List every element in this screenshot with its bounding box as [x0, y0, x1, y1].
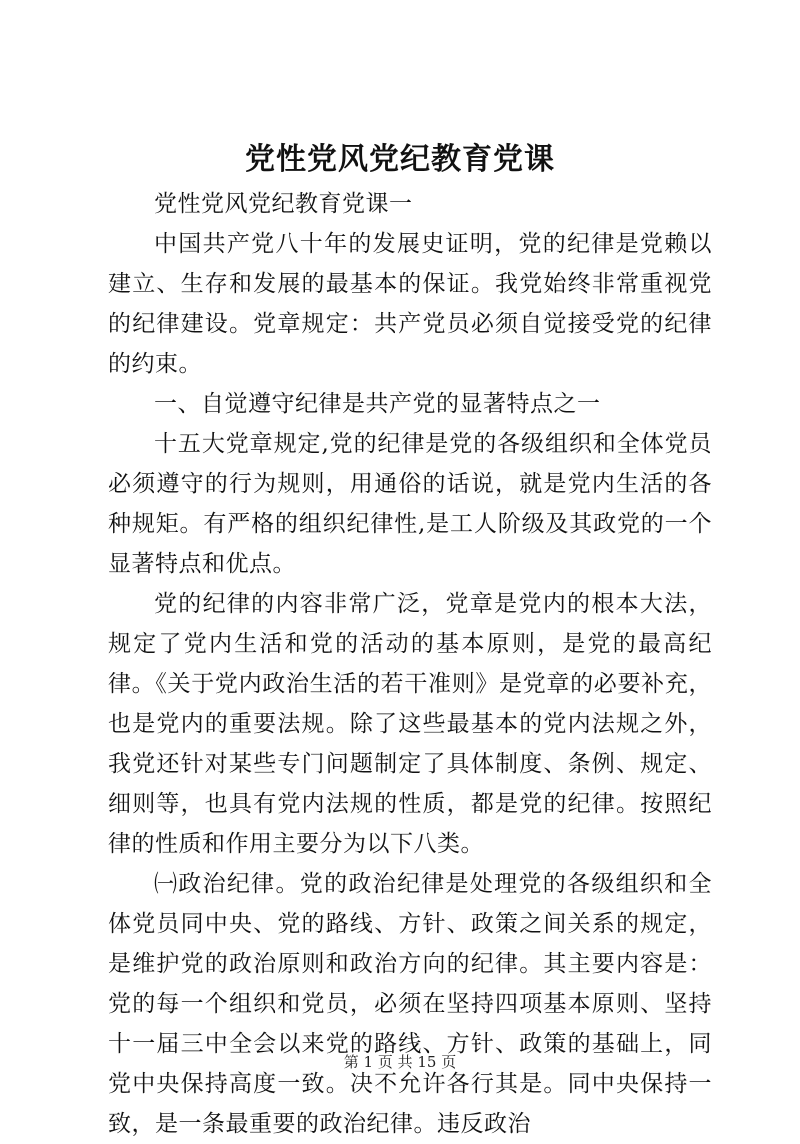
page-number-footer: 第 1 页 共 15 页	[343, 1053, 457, 1071]
paragraph-intro: 中国共产党八十年的发展史证明，党的纪律是党赖以建立、生存和发展的最基本的保证。我党始终非常重视党的纪律建设。党章规定：共产党员必须自觉接受党的纪律的约束。	[108, 231, 712, 377]
paragraph-political-discipline: ㈠政治纪律。党的政治纪律是处理党的各级组织和全体党员同中央、党的路线、方针、政策之间关系的规定，是维护党的政治原则和政治方向的纪律。其主要内容是：党的每一个组织和党员，必须在坚持四项基本原则、坚持十一届三中全会以来党的路线、方针、政策的基础上，同党中央保持高度一致。决不允许各行其是。同中央保持一致，是一条最重要的政治纪律。违反政治	[108, 871, 712, 1137]
document-body	[108, 184, 712, 1144]
paragraph-subtitle: 党性党风党纪教育党课一	[154, 191, 413, 217]
paragraph-party-constitution: 十五大党章规定,党的纪律是党的各级组织和全体党员必须遵守的行为规则，用通俗的话说，就是党内生活的各种规矩。有严格的组织纪律性,是工人阶级及其政党的一个显著特点和优点。	[108, 431, 712, 577]
section-heading: 一、自觉遵守纪律是共产党的显著特点之一	[154, 391, 601, 417]
paragraph-discipline-content: 党的纪律的内容非常广泛，党章是党内的根本大法，规定了党内生活和党的活动的基本原则，是党的最高纪律。《关于党内政治生活的若干准则》是党章的必要补充，也是党内的重要法规。除了这些最基本的党内法规之外，我党还针对某些专门问题制定了具体制度、条例、规定、细则等，也具有党内法规的性质，都是党的纪律。按照纪律的性质和作用主要分为以下八类。	[108, 591, 712, 857]
document-title: 党性党风党纪教育党课	[245, 142, 555, 177]
